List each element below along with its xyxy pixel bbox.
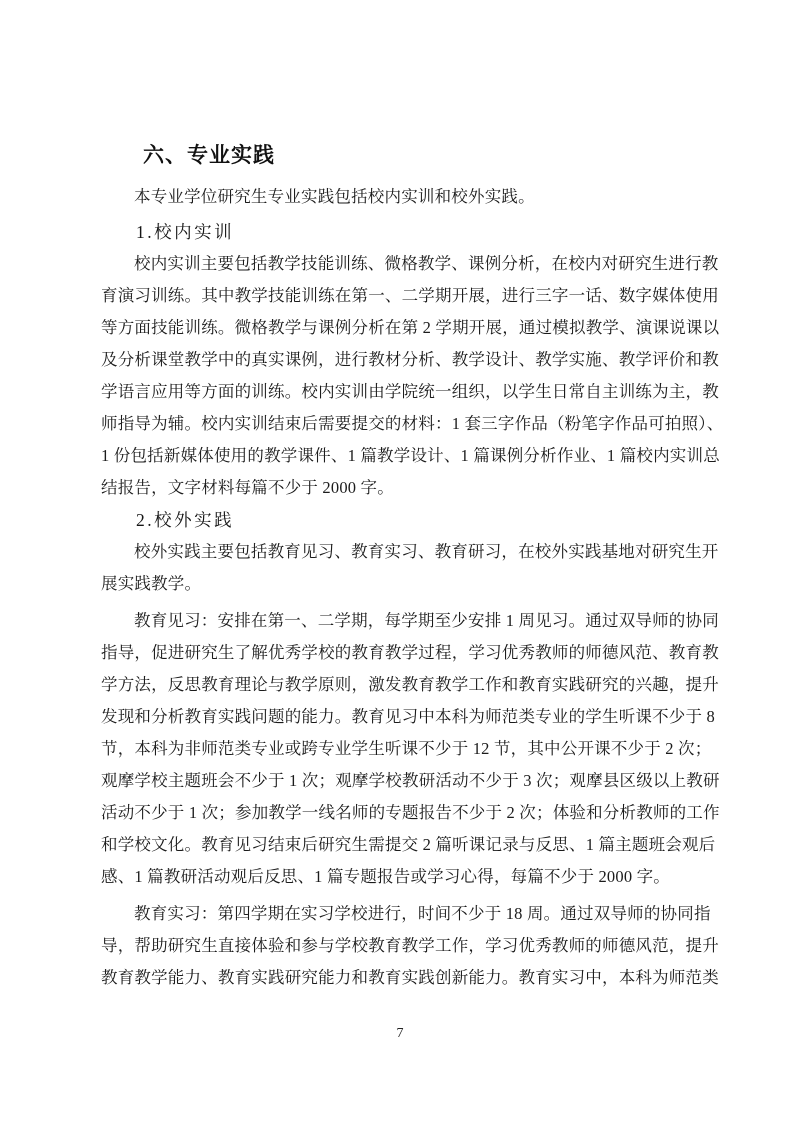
- education-observation-paragraph: [101, 605, 720, 893]
- page-footer: [0, 1024, 800, 1042]
- text-line: 学语言应用等方面的训练。校内实训由学院统一组织，以学生日常自主训练为主，教: [101, 382, 719, 401]
- text-line: 教育见习：安排在第一、二学期，每学期至少安排 1 周见习。通过双导师的协同: [134, 611, 719, 630]
- text-line: 学方法，反思教育理论与教学原则，激发教育教学工作和教育实践研究的兴趣，提升: [101, 675, 719, 694]
- text-line: 教育实习：第四学期在实习学校进行，时间不少于 18 周。通过双导师的协同指: [134, 904, 711, 923]
- section-heading: 六、专业实践: [143, 144, 275, 167]
- document-body: [101, 141, 724, 994]
- off-campus-intro-paragraph: [101, 536, 719, 600]
- text-line: 教育教学能力、教育实践研究能力和教育实践创新能力。教育实习中，本科为师范类: [101, 968, 719, 987]
- text-line: 和学校文化。教育见习结束后研究生需提交 2 篇听课记录与反思、1 篇主题班会观后: [101, 835, 716, 854]
- text-line: 感、1 篇教研活动观后反思、1 篇专题报告或学习心得，每篇不少于 2000 字。: [101, 867, 670, 886]
- text-line: 观摩学校主题班会不少于 1 次；观摩学校教研活动不少于 3 次；观摩县区级以上教研: [101, 771, 720, 790]
- text-line: 等方面技能训练。微格教学与课例分析在第 2 学期开展，通过模拟教学、演课说课以: [101, 318, 720, 337]
- text-line: 结报告，文字材料每篇不少于 2000 字。: [101, 478, 394, 497]
- text-line: 本专业学位研究生专业实践包括校内实训和校外实践。: [134, 187, 535, 206]
- text-line: 及分析课堂教学中的真实课例，进行教材分析、教学设计、教学实施、教学评价和教: [101, 350, 719, 369]
- text-line: 指导，促进研究生了解优秀学校的教育教学过程，学习优秀教师的师德风范、教育教: [101, 643, 719, 662]
- text-line: 活动不少于 1 次；参加教学一线名师的专题报告不少于 2 次；体验和分析教师的工作: [101, 803, 720, 822]
- education-internship-paragraph: [101, 898, 719, 994]
- text-line: 校外实践主要包括教育见习、教育实习、教育研习，在校外实践基地对研究生开: [134, 542, 719, 561]
- text-line: 节，本科为非师范类专业或跨专业学生听课不少于 12 节，其中公开课不少于 2 次；: [101, 739, 712, 758]
- text-line: 育演习训练。其中教学技能训练在第一、二学期开展，进行三字一话、数字媒体使用: [101, 286, 719, 305]
- subheading-campus-training: 1.校内实训: [136, 222, 235, 242]
- text-line: 导，帮助研究生直接体验和参与学校教育教学工作，学习优秀教师的师德风范，提升: [101, 936, 719, 955]
- campus-training-paragraph: [101, 248, 724, 504]
- text-line: 发现和分析教育实践问题的能力。教育见习中本科为师范类专业的学生听课不少于 8: [101, 707, 715, 726]
- page-number: 7: [396, 1026, 404, 1041]
- subheading-off-campus-practice: 2.校外实践: [136, 510, 235, 530]
- text-line: 1 份包括新媒体使用的教学课件、1 篇教学设计、1 篇课例分析作业、1 篇校内实训总: [101, 446, 720, 465]
- text-line: 师指导为辅。校内实训结束后需要提交的材料：1 套三字作品（粉笔字作品可拍照）、: [101, 414, 724, 433]
- intro-paragraph: [101, 181, 709, 213]
- text-line: 展实践教学。: [101, 574, 202, 593]
- text-line: 校内实训主要包括教学技能训练、微格教学、课例分析，在校内对研究生进行教: [134, 254, 719, 273]
